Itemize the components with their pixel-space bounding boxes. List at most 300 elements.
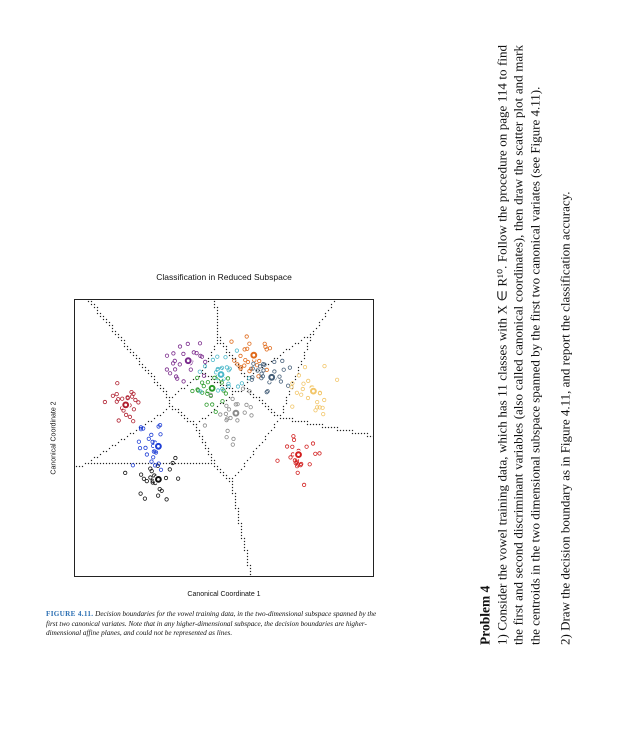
boundary-segment (247, 562, 248, 563)
data-point-class-6 (249, 406, 252, 409)
boundary-segment (193, 424, 194, 425)
boundary-segment (328, 310, 329, 311)
boundary-segment (235, 499, 236, 500)
boundary-segment (217, 340, 218, 341)
boundary-segment (148, 421, 149, 422)
boundary-segment (298, 421, 299, 422)
boundary-segment (262, 400, 263, 401)
boundary-segment (229, 478, 230, 479)
boundary-segment (241, 529, 242, 530)
boundary-segment (301, 364, 302, 365)
boundary-segment (262, 442, 263, 443)
boundary-segment (154, 418, 155, 419)
data-point-class-5 (198, 370, 201, 373)
boundary-segment (265, 406, 266, 407)
data-point-class-6 (232, 437, 235, 440)
boundary-segment (127, 436, 128, 437)
boundary-segment (190, 382, 191, 383)
boundary-segment (214, 304, 215, 305)
data-point-class-4 (221, 400, 224, 403)
boundary-segment (313, 331, 314, 332)
data-point-class-7 (246, 360, 249, 363)
boundary-segment (250, 571, 251, 572)
boundary-segment (124, 439, 125, 440)
boundary-segment (253, 454, 254, 455)
boundary-segment (271, 430, 272, 431)
boundary-segment (97, 457, 98, 458)
boundary-segment (355, 433, 356, 434)
boundary-segment (148, 373, 149, 374)
boundary-segment (277, 421, 278, 422)
data-point-class-9 (335, 378, 338, 381)
boundary-segment (235, 391, 236, 392)
centroid-core-class-10 (297, 453, 300, 456)
boundary-segment (148, 463, 149, 464)
boundary-segment (199, 436, 200, 437)
boundary-segment (181, 388, 182, 389)
boundary-segment (214, 460, 215, 461)
data-point-class-8 (273, 360, 276, 363)
boundary-segment (280, 355, 281, 356)
boundary-segment (112, 331, 113, 332)
data-point-class-9 (303, 365, 306, 368)
boundary-segment (220, 472, 221, 473)
boundary-segment (343, 430, 344, 431)
boundary-segment (232, 355, 233, 356)
boundary-segment (235, 493, 236, 494)
boundary-segment (286, 397, 287, 398)
boundary-segment (208, 358, 209, 359)
boundary-segment (229, 481, 230, 482)
boundary-segment (232, 487, 233, 488)
boundary-segment (262, 403, 263, 404)
boundary-segment (169, 406, 170, 407)
boundary-segment (184, 418, 185, 419)
boundary-segment (265, 403, 266, 404)
data-point-class-8 (288, 366, 291, 369)
boundary-segment (307, 343, 308, 344)
boundary-segment (235, 496, 236, 497)
centroid-core-class-9 (312, 390, 315, 393)
boundary-segment (307, 421, 308, 422)
boundary-segment (118, 463, 119, 464)
boundary-segment (220, 385, 221, 386)
data-point-class-11 (134, 398, 137, 401)
boundary-segment (241, 532, 242, 533)
boundary-segment (163, 391, 164, 392)
boundary-segment (115, 463, 116, 464)
boundary-segment (112, 463, 113, 464)
boundary-segment (130, 463, 131, 464)
data-point-class-3 (165, 354, 168, 357)
boundary-segment (145, 370, 146, 371)
boundary-segment (340, 430, 341, 431)
boundary-segment (106, 319, 107, 320)
data-point-class-1 (142, 477, 145, 480)
boundary-segment (247, 388, 248, 389)
boundary-segment (118, 334, 119, 335)
boundary-segment (268, 364, 269, 365)
boundary-segment (211, 355, 212, 356)
boundary-segment (274, 424, 275, 425)
boundary-segment (244, 544, 245, 545)
data-point-class-3 (178, 345, 181, 348)
data-point-class-9 (307, 379, 310, 382)
boundary-segment (352, 430, 353, 431)
data-point-class-6 (231, 397, 234, 400)
boundary-segment (202, 463, 203, 464)
boundary-segment (124, 340, 125, 341)
boundary-segment (178, 463, 179, 464)
boundary-segment (103, 463, 104, 464)
boundary-segment (217, 337, 218, 338)
boundary-segment (325, 316, 326, 317)
boundary-segment (193, 379, 194, 380)
data-point-class-8 (258, 365, 261, 368)
spacer (544, 45, 558, 645)
boundary-segment (139, 361, 140, 362)
boundary-segment (226, 388, 227, 389)
boundary-segment (202, 436, 203, 437)
boundary-segment (172, 397, 173, 398)
boundary-segment (298, 370, 299, 371)
boundary-segment (127, 463, 128, 464)
data-point-class-1 (176, 477, 179, 480)
boundary-segment (202, 439, 203, 440)
boundary-segment (181, 463, 182, 464)
boundary-segment (268, 406, 269, 407)
data-point-class-2 (150, 460, 153, 463)
data-point-class-8 (252, 362, 255, 365)
boundary-segment (211, 457, 212, 458)
data-point-class-1 (174, 456, 177, 459)
boundary-segment (232, 484, 233, 485)
boundary-segment (217, 343, 218, 344)
data-point-class-11 (111, 394, 114, 397)
boundary-segment (205, 373, 206, 374)
boundary-segment (244, 385, 245, 386)
data-point-class-3 (182, 352, 185, 355)
boundary-segment (256, 448, 257, 449)
data-point-class-11 (128, 415, 131, 418)
boundary-segment (301, 361, 302, 362)
data-point-class-9 (290, 386, 293, 389)
boundary-segment (187, 385, 188, 386)
boundary-segment (304, 355, 305, 356)
boundary-segment (142, 367, 143, 368)
data-point-class-9 (316, 400, 319, 403)
boundary-segment (241, 523, 242, 524)
boundary-segment (127, 349, 128, 350)
boundary-segment (79, 466, 80, 467)
boundary-segment (217, 466, 218, 467)
data-point-class-8 (265, 390, 268, 393)
boundary-segment (211, 463, 212, 464)
boundary-segment (208, 454, 209, 455)
boundary-segment (187, 421, 188, 422)
boundary-segment (280, 418, 281, 419)
boundary-segment (220, 343, 221, 344)
boundary-segment (190, 463, 191, 464)
boundary-segment (130, 352, 131, 353)
data-point-class-8 (279, 380, 282, 383)
boundary-segment (256, 397, 257, 398)
boundary-segment (244, 550, 245, 551)
data-point-class-3 (168, 372, 171, 375)
boundary-segment (235, 508, 236, 509)
data-point-class-8 (281, 359, 284, 362)
data-point-class-2 (137, 440, 140, 443)
boundary-segment (316, 328, 317, 329)
boundary-segment (307, 337, 308, 338)
boundary-segment (271, 361, 272, 362)
data-point-class-2 (151, 440, 154, 443)
data-point-class-2 (138, 446, 141, 449)
data-point-class-6 (203, 424, 206, 427)
boundary-segment (196, 424, 197, 425)
boundary-segment (331, 307, 332, 308)
boundary-segment (109, 325, 110, 326)
data-point-class-9 (314, 409, 317, 412)
centroid-core-class-1 (157, 478, 160, 481)
boundary-segment (208, 376, 209, 377)
data-point-class-8 (278, 375, 281, 378)
boundary-segment (247, 556, 248, 557)
data-point-class-10 (305, 445, 308, 448)
data-point-class-4 (211, 403, 214, 406)
boundary-segment (193, 463, 194, 464)
boundary-segment (301, 421, 302, 422)
boundary-segment (244, 547, 245, 548)
boundary-segment (214, 307, 215, 308)
figure-caption (46, 610, 380, 639)
data-point-class-1 (124, 471, 127, 474)
boundary-segment (187, 463, 188, 464)
boundary-segment (184, 463, 185, 464)
boundary-segment (226, 352, 227, 353)
boundary-segment (307, 349, 308, 350)
boundary-segment (271, 412, 272, 413)
boundary-segment (76, 466, 77, 467)
boundary-segment (301, 340, 302, 341)
boundary-segment (337, 427, 338, 428)
boundary-segment (286, 418, 287, 419)
boundary-segment (91, 301, 92, 302)
data-point-class-5 (227, 382, 230, 385)
caption-text: Decision boundaries for the vowel training data, in the two-dimensional subspace spanned by the first two canonical variates. Note that in any higher-dimensional subspace, the decision boundaries are higher-dimensional affine planes, and could not be represented as lines. (46, 610, 377, 638)
boundary-segment (241, 526, 242, 527)
data-point-class-8 (262, 369, 265, 372)
boundary-segment (229, 355, 230, 356)
boundary-segment (322, 427, 323, 428)
boundary-segment (223, 472, 224, 473)
boundary-segment (253, 397, 254, 398)
boundary-segment (265, 436, 266, 437)
data-point-class-5 (225, 366, 228, 369)
boundary-segment (217, 406, 218, 407)
boundary-segment (259, 445, 260, 446)
boundary-segment (208, 451, 209, 452)
data-point-class-4 (226, 377, 229, 380)
data-point-class-10 (285, 445, 288, 448)
boundary-segment (289, 391, 290, 392)
boundary-segment (160, 388, 161, 389)
boundary-segment (208, 415, 209, 416)
data-point-class-6 (225, 436, 228, 439)
data-point-class-9 (323, 398, 326, 401)
boundary-segment (124, 346, 125, 347)
boundary-segment (130, 349, 131, 350)
data-point-class-3 (186, 342, 189, 345)
boundary-segment (214, 349, 215, 350)
boundary-segment (133, 433, 134, 434)
data-point-class-1 (139, 473, 142, 476)
data-point-class-7 (265, 368, 268, 371)
boundary-segment (142, 364, 143, 365)
boundary-segment (265, 439, 266, 440)
boundary-segment (280, 415, 281, 416)
data-point-class-8 (282, 368, 285, 371)
boundary-segment (211, 379, 212, 380)
boundary-segment (241, 538, 242, 539)
boundary-segment (88, 463, 89, 464)
boundary-segment (247, 460, 248, 461)
boundary-segment (307, 424, 308, 425)
boundary-segment (151, 373, 152, 374)
boundary-segment (139, 463, 140, 464)
boundary-segment (286, 400, 287, 401)
boundary-segment (214, 301, 215, 302)
boundary-segment (283, 412, 284, 413)
data-point-class-10 (318, 452, 321, 455)
boundary-segment (247, 553, 248, 554)
boundary-segment (250, 565, 251, 566)
data-point-class-10 (314, 452, 317, 455)
boundary-segment (127, 346, 128, 347)
boundary-segment (124, 343, 125, 344)
boundary-segment (181, 412, 182, 413)
data-point-class-7 (268, 347, 271, 350)
centroid-core-class-7 (252, 354, 255, 357)
data-point-class-2 (131, 464, 134, 467)
data-point-class-3 (165, 368, 168, 371)
boundary-segment (100, 313, 101, 314)
boundary-segment (202, 418, 203, 419)
data-point-class-7 (243, 364, 246, 367)
boundary-segment (220, 469, 221, 470)
boundary-segment (199, 421, 200, 422)
boundary-segment (250, 457, 251, 458)
data-point-class-7 (258, 359, 261, 362)
data-point-class-6 (227, 408, 230, 411)
data-point-class-7 (239, 354, 242, 357)
data-point-class-11 (115, 392, 118, 395)
boundary-segment (118, 337, 119, 338)
boundary-segment (97, 313, 98, 314)
boundary-segment (292, 418, 293, 419)
y-axis-label: Canonical Coordinate 2 (50, 401, 58, 475)
boundary-segment (253, 394, 254, 395)
boundary-segment (133, 352, 134, 353)
boundary-segment (217, 331, 218, 332)
boundary-segment (325, 427, 326, 428)
data-point-class-4 (224, 392, 227, 395)
boundary-segment (94, 463, 95, 464)
boundary-segment (82, 466, 83, 467)
data-point-class-9 (301, 387, 304, 390)
boundary-segment (169, 403, 170, 404)
boundary-segment (217, 469, 218, 470)
boundary-segment (235, 502, 236, 503)
boundary-segment (319, 322, 320, 323)
boundary-segment (130, 433, 131, 434)
data-point-class-11 (132, 408, 135, 411)
boundary-segment (100, 463, 101, 464)
boundary-segment (274, 415, 275, 416)
boundary-segment (202, 370, 203, 371)
boundary-segment (178, 412, 179, 413)
boundary-segment (121, 439, 122, 440)
boundary-segment (277, 358, 278, 359)
boundary-segment (88, 301, 89, 302)
boundary-segment (358, 433, 359, 434)
boundary-segment (229, 397, 230, 398)
boundary-segment (100, 316, 101, 317)
boundary-segment (214, 346, 215, 347)
data-points (103, 335, 339, 501)
boundary-segment (286, 349, 287, 350)
boundary-segment (208, 361, 209, 362)
data-point-class-10 (291, 445, 294, 448)
plot-svg (75, 300, 373, 576)
data-point-class-3 (204, 360, 207, 363)
boundary-segment (178, 409, 179, 410)
boundary-segment (310, 337, 311, 338)
boundary-segment (328, 427, 329, 428)
boundary-segment (109, 322, 110, 323)
boundary-segment (286, 403, 287, 404)
boundary-segment (145, 463, 146, 464)
boundary-segment (295, 343, 296, 344)
boundary-segment (241, 391, 242, 392)
data-point-class-9 (302, 382, 305, 385)
boundary-segment (166, 409, 167, 410)
boundary-segment (310, 424, 311, 425)
data-point-class-9 (297, 374, 300, 377)
data-point-class-10 (302, 483, 305, 486)
boundary-segment (136, 463, 137, 464)
boundary-segment (109, 463, 110, 464)
boundary-segment (91, 460, 92, 461)
centroid-core-class-2 (157, 445, 160, 448)
data-point-class-1 (168, 468, 171, 471)
boundary-segment (235, 475, 236, 476)
boundary-segment (244, 538, 245, 539)
boundary-segment (91, 304, 92, 305)
boundary-segment (205, 463, 206, 464)
data-point-class-2 (159, 433, 162, 436)
boundary-segment (304, 421, 305, 422)
boundary-segment (322, 319, 323, 320)
data-point-class-1 (156, 494, 159, 497)
boundary-segment (211, 454, 212, 455)
boundary-segment (223, 346, 224, 347)
boundary-segment (133, 355, 134, 356)
boundary-segment (238, 523, 239, 524)
boundary-segment (202, 442, 203, 443)
boundary-segment (250, 568, 251, 569)
boundary-segment (109, 448, 110, 449)
